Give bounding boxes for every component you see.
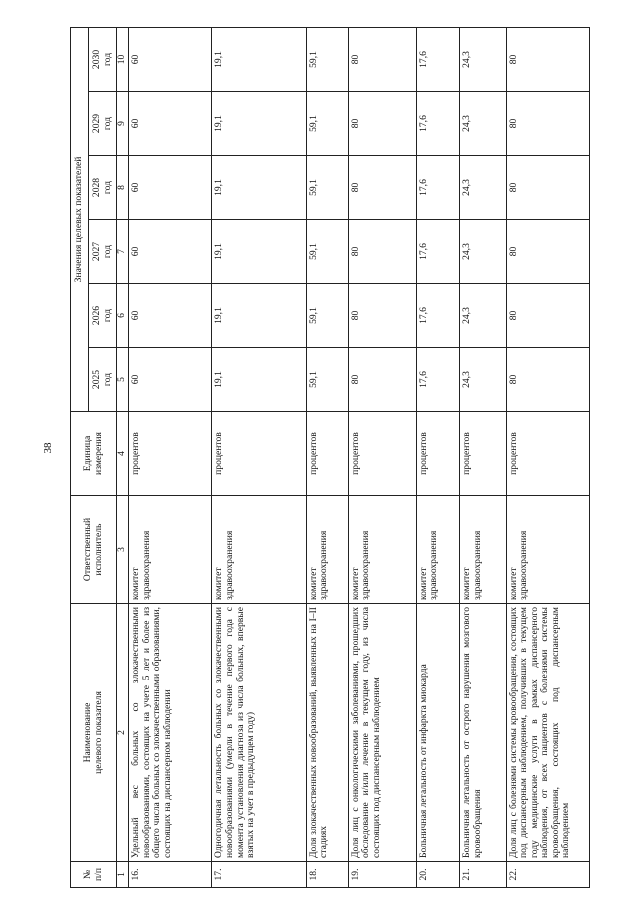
row-number: 19. [348, 862, 416, 888]
column-number: 7 [117, 220, 129, 284]
indicator-name: Больничная летальность от острого нарушения мозгового кровообращения [460, 604, 506, 862]
value-cell: 17,6 [416, 284, 460, 348]
value-cell: 59,1 [306, 284, 348, 348]
value-cell: 59,1 [306, 348, 348, 412]
column-number: 5 [117, 348, 129, 412]
value-cell: 24,3 [460, 156, 506, 220]
value-cell: 17,6 [416, 156, 460, 220]
value-cell: 80 [348, 92, 416, 156]
executor: комитет здравоохранения [348, 496, 416, 604]
value-cell: 60 [129, 220, 212, 284]
unit: процентов [416, 412, 460, 496]
indicator-name: Доля лиц с онкологическими заболеваниями, прошедших обследование и/или лечение в текущем году, из числа состоящих под диспансерным наблюдением [348, 604, 416, 862]
executor: комитет здравоохранения [129, 496, 212, 604]
row-number: 22. [506, 862, 589, 888]
value-cell: 59,1 [306, 27, 348, 91]
executor: комитет здравоохранения [460, 496, 506, 604]
header-num: № п/п [71, 862, 117, 888]
value-cell: 80 [506, 92, 589, 156]
table-row [460, 27, 506, 887]
header-name: Наименование целевого показателя [71, 604, 117, 862]
executor: комитет здравоохранения [506, 496, 589, 604]
value-cell: 17,6 [416, 27, 460, 91]
header-year: 2030 год [89, 27, 117, 91]
column-number: 8 [117, 156, 129, 220]
value-cell: 60 [129, 156, 212, 220]
header-year: 2027 год [89, 220, 117, 284]
column-number: 3 [117, 496, 129, 604]
value-cell: 80 [348, 220, 416, 284]
column-number: 1 [117, 862, 129, 888]
value-cell: 24,3 [460, 220, 506, 284]
target-indicators-table [70, 27, 590, 888]
unit: процентов [306, 412, 348, 496]
row-number: 21. [460, 862, 506, 888]
unit: процентов [129, 412, 212, 496]
value-cell: 80 [348, 156, 416, 220]
value-cell: 19,1 [212, 27, 306, 91]
header-values-group: Значения целевых показателей [71, 27, 89, 411]
indicator-name: Удельный вес больных со злокачественными новообразованиями, состоящих на учете 5 лет и более из общего числа больных со злокачественными образованиями, состоящих на диспансерном наблюдении [129, 604, 212, 862]
unit: процентов [460, 412, 506, 496]
row-number: 20. [416, 862, 460, 888]
column-number: 2 [117, 604, 129, 862]
indicator-name: Больничная летальность от инфаркта миокарда [416, 604, 460, 862]
table-row [506, 27, 589, 887]
value-cell: 24,3 [460, 284, 506, 348]
value-cell: 17,6 [416, 220, 460, 284]
value-cell: 24,3 [460, 92, 506, 156]
indicator-name: Доля злокачественных новообразований, выявленных на I–II стадиях [306, 604, 348, 862]
unit: процентов [212, 412, 306, 496]
value-cell: 80 [506, 27, 589, 91]
header-year: 2025 год [89, 348, 117, 412]
table-row [306, 27, 348, 887]
table-row [212, 27, 306, 887]
value-cell: 19,1 [212, 348, 306, 412]
value-cell: 24,3 [460, 348, 506, 412]
executor: комитет здравоохранения [212, 496, 306, 604]
value-cell: 17,6 [416, 92, 460, 156]
value-cell: 60 [129, 27, 212, 91]
header-year: 2028 год [89, 156, 117, 220]
value-cell: 60 [129, 92, 212, 156]
header-unit: Единица измерения [71, 412, 117, 496]
value-cell: 19,1 [212, 220, 306, 284]
executor: комитет здравоохранения [416, 496, 460, 604]
column-number: 4 [117, 412, 129, 496]
page-number: 38 [42, 442, 54, 454]
value-cell: 19,1 [212, 156, 306, 220]
value-cell: 80 [506, 220, 589, 284]
indicator-name: Доля лиц с болезнями системы кровообращения, состоящих под диспансерным наблюдением, получивших в текущем году медицинские услуги в рамках диспансерного наблюдения, от всех пациентов с болезнями системы кровообращения, состоящих под диспансерным наблюдением [506, 604, 589, 862]
value-cell: 80 [506, 348, 589, 412]
rotated-table-wrapper [70, 28, 590, 888]
value-cell: 59,1 [306, 92, 348, 156]
column-number: 10 [117, 27, 129, 91]
unit: процентов [506, 412, 589, 496]
row-number: 16. [129, 862, 212, 888]
executor: комитет здравоохранения [306, 496, 348, 604]
unit: процентов [348, 412, 416, 496]
table-row [129, 27, 212, 887]
value-cell: 80 [506, 156, 589, 220]
table-row [348, 27, 416, 887]
value-cell: 80 [348, 27, 416, 91]
header-year: 2026 год [89, 284, 117, 348]
value-cell: 59,1 [306, 156, 348, 220]
header-executor: Ответственный исполнитель [71, 496, 117, 604]
header-year: 2029 год [89, 92, 117, 156]
value-cell: 60 [129, 284, 212, 348]
value-cell: 80 [348, 348, 416, 412]
row-number: 18. [306, 862, 348, 888]
value-cell: 17,6 [416, 348, 460, 412]
value-cell: 59,1 [306, 220, 348, 284]
value-cell: 19,1 [212, 284, 306, 348]
column-number: 6 [117, 284, 129, 348]
indicator-name: Одногодичная летальность больных со злокачественными новообразованиями (умерли в течение первого года с момента установления диагноза из числа больных, впервые взятых на учет в предыдущем году) [212, 604, 306, 862]
value-cell: 80 [348, 284, 416, 348]
table-row [416, 27, 460, 887]
value-cell: 80 [506, 284, 589, 348]
value-cell: 24,3 [460, 27, 506, 91]
value-cell: 60 [129, 348, 212, 412]
column-number: 9 [117, 92, 129, 156]
row-number: 17. [212, 862, 306, 888]
value-cell: 19,1 [212, 92, 306, 156]
